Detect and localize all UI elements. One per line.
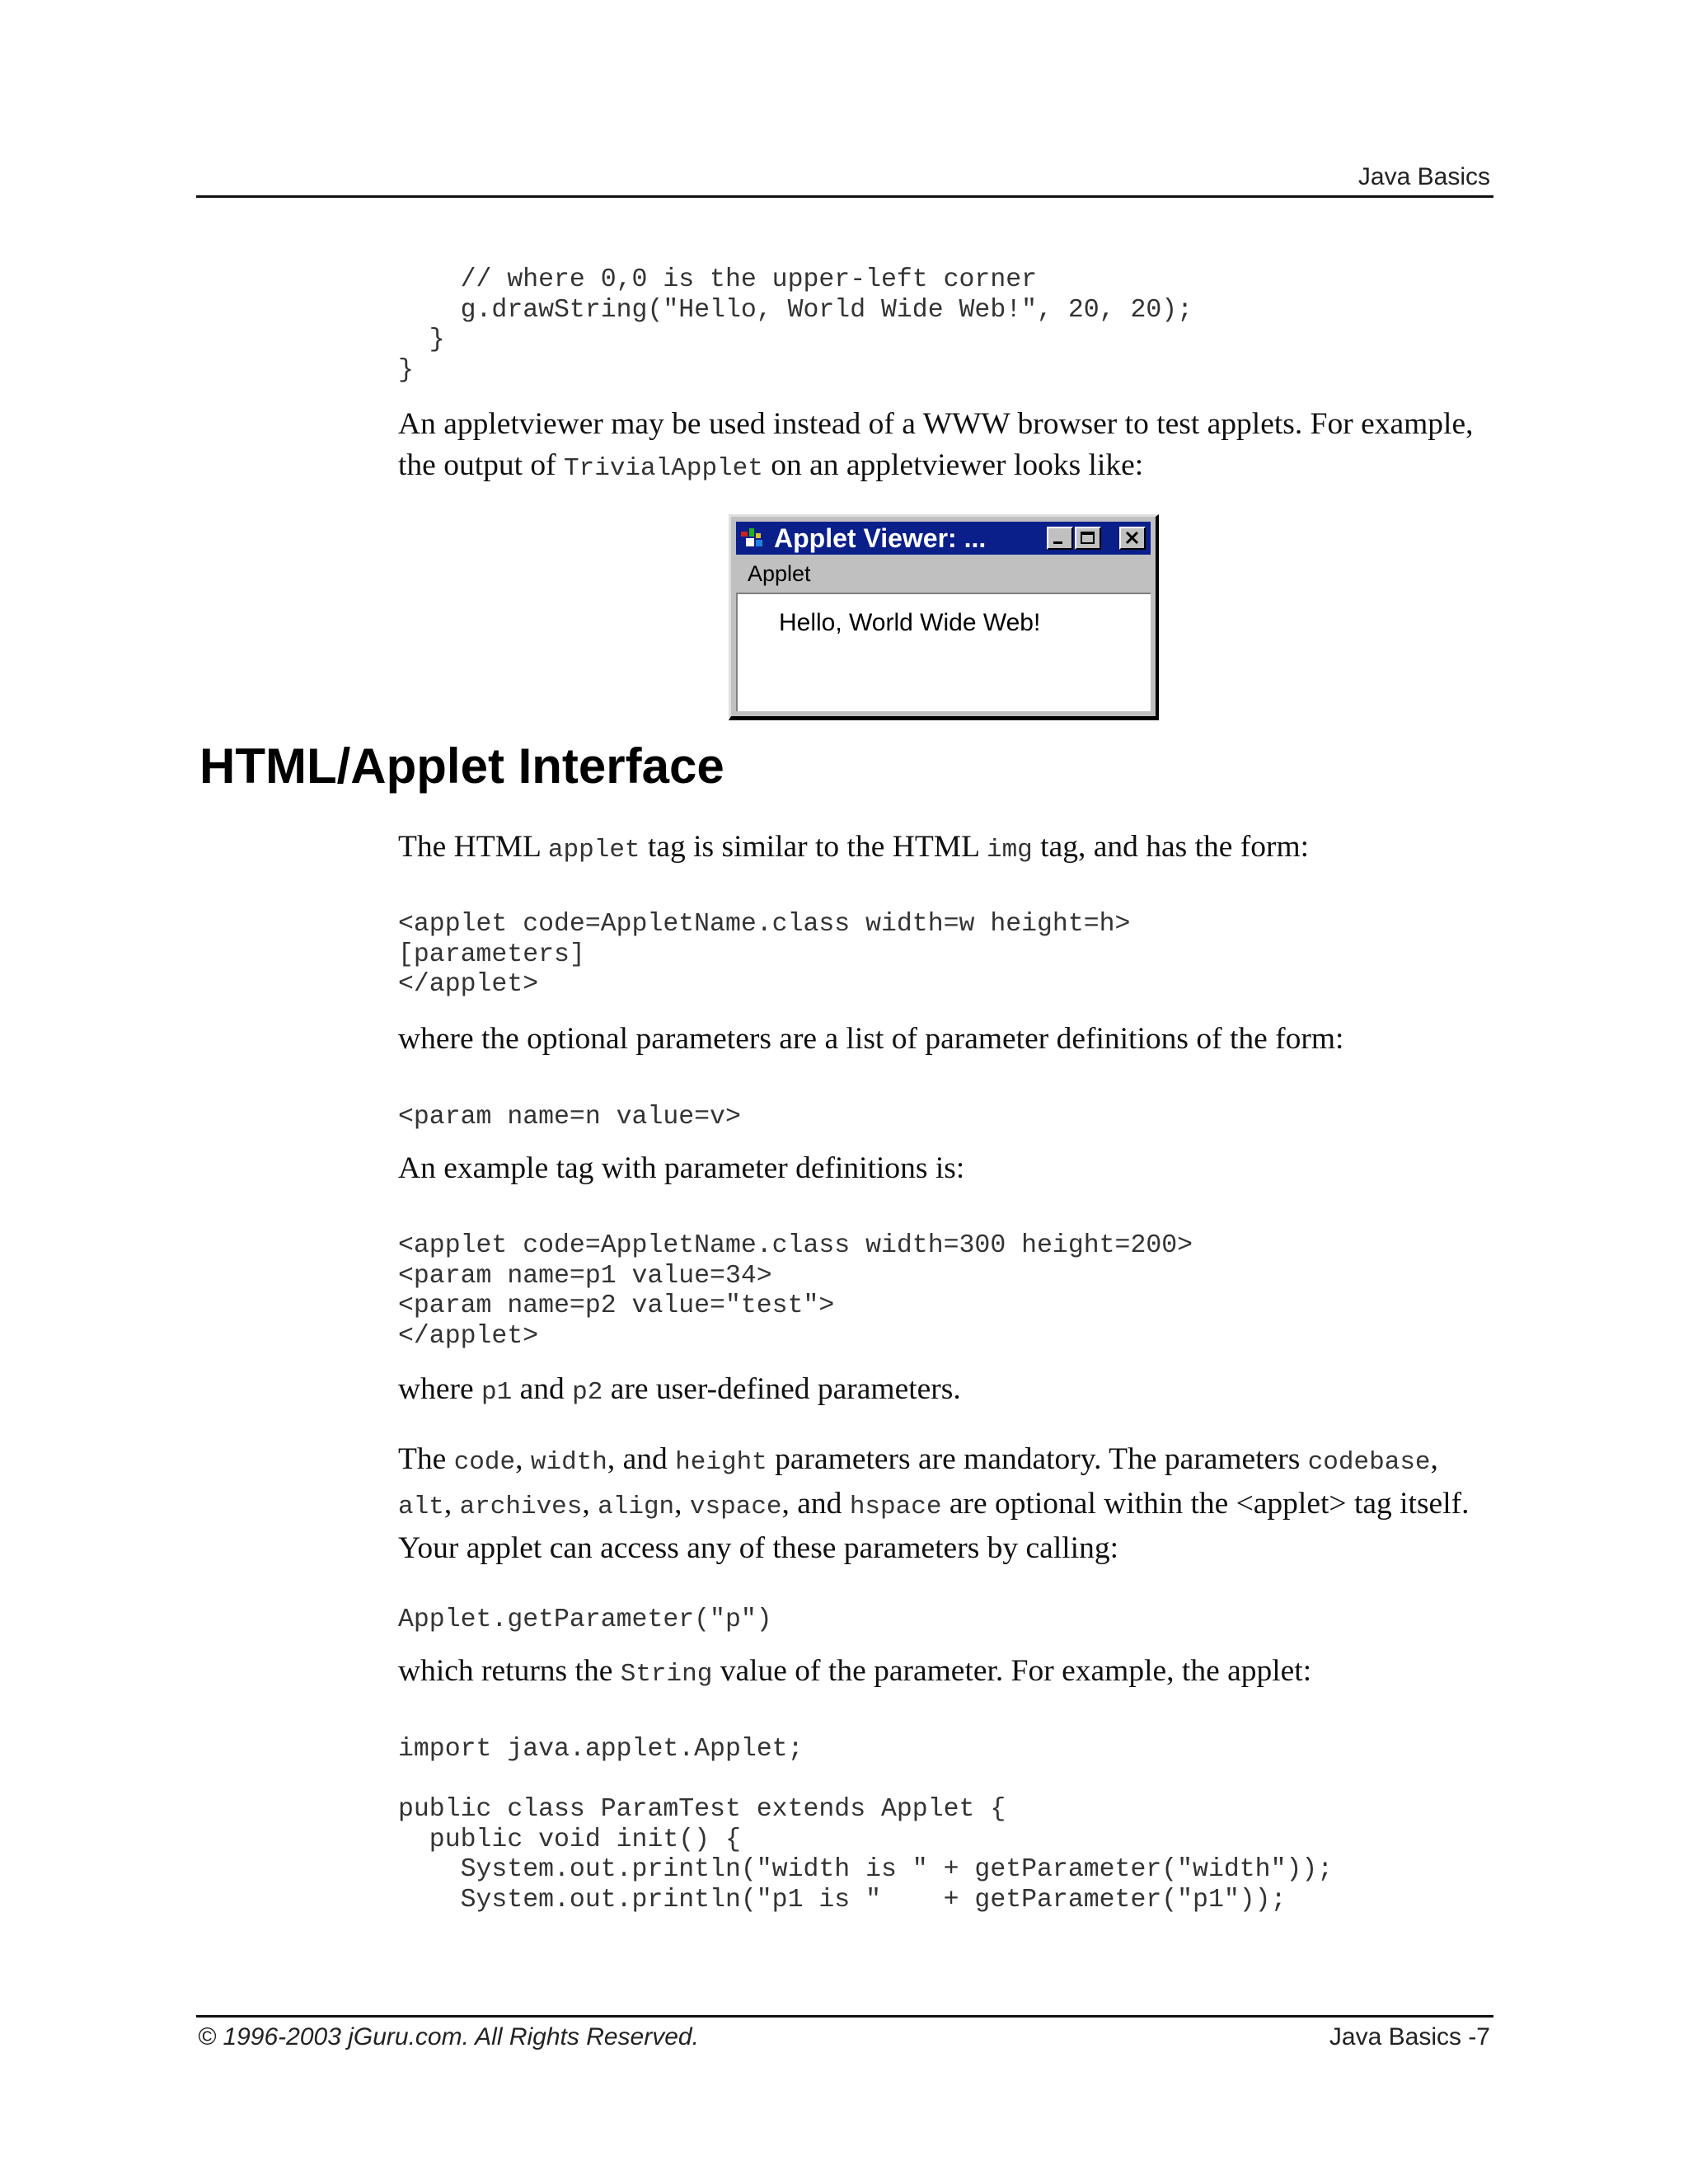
menu-applet[interactable]: Applet xyxy=(748,561,811,586)
window-menubar xyxy=(736,556,1151,591)
footer-page-number: Java Basics -7 xyxy=(1329,2023,1490,2050)
paragraph-applet-tag: The HTML applet tag is similar to the HTML img tag, and has the form: xyxy=(398,830,1310,865)
minimize-button[interactable] xyxy=(1047,527,1073,550)
java-app-icon xyxy=(741,528,767,548)
maximize-button[interactable] xyxy=(1075,527,1101,550)
footer-rule xyxy=(196,2015,1493,2018)
section-title: HTML/Applet Interface xyxy=(199,738,724,794)
code-block-getparameter: Applet.getParameter("p") xyxy=(398,1605,772,1634)
code-block-drawstring: // where 0,0 is the upper-left corner g.drawString("Hello, World Wide Web!", 20, 20); } } xyxy=(398,265,1193,385)
code-block-example-tag: <applet code=AppletName.class width=300 height=200> <param name=p1 value=34> <param name=p2 value="test"> </applet> xyxy=(398,1231,1193,1351)
applet-output-text: Hello, World Wide Web! xyxy=(779,609,1041,636)
applet-viewer-window xyxy=(729,514,1159,720)
paragraph-returns-string: which returns the String value of the parameter. For example, the applet: xyxy=(398,1654,1312,1689)
code-block-param-form: <param name=n value=v> xyxy=(398,1103,741,1132)
header-title: Java Basics xyxy=(1357,163,1490,190)
paragraph-appletviewer: An appletviewer may be used instead of a WWW browser to test applets. For example, the output of TrivialApplet on an appletviewer looks like: xyxy=(398,407,1474,483)
header-rule xyxy=(196,195,1493,198)
code-block-applet-form: <applet code=AppletName.class width=w height=h> [parameters] </applet> xyxy=(398,910,1131,999)
paragraph-mandatory-parameters: The code, width, and height parameters are mandatory. The parameters codebase, alt, archives, align, vspace, and hspace are optional within the <applet> tag itself. Your applet can access any of these parameters by calling: xyxy=(398,1442,1470,1565)
maximize-icon xyxy=(1079,531,1097,546)
window-title: Applet Viewer: ... xyxy=(774,523,987,553)
close-icon xyxy=(1123,531,1142,546)
paragraph-example-tag: An example tag with parameter definitions is: xyxy=(398,1151,965,1185)
minimize-icon xyxy=(1051,531,1069,546)
applet-display-area xyxy=(736,593,1151,711)
close-button[interactable] xyxy=(1119,527,1146,550)
paragraph-user-defined: where p1 and p2 are user-defined parameters. xyxy=(398,1372,961,1407)
paragraph-optional-parameters: where the optional parameters are a list of parameter definitions of the form: xyxy=(398,1022,1344,1056)
window-titlebar[interactable] xyxy=(736,522,1151,555)
code-block-paramtest: import java.applet.Applet; public class ParamTest extends Applet { public void init() { System.out.println("width is " + getParameter("width")); System.out.println("p1 is " + getParameter("p1")); xyxy=(398,1735,1334,1915)
footer-copyright: © 1996-2003 jGuru.com. All Rights Reserved. xyxy=(198,2023,699,2050)
